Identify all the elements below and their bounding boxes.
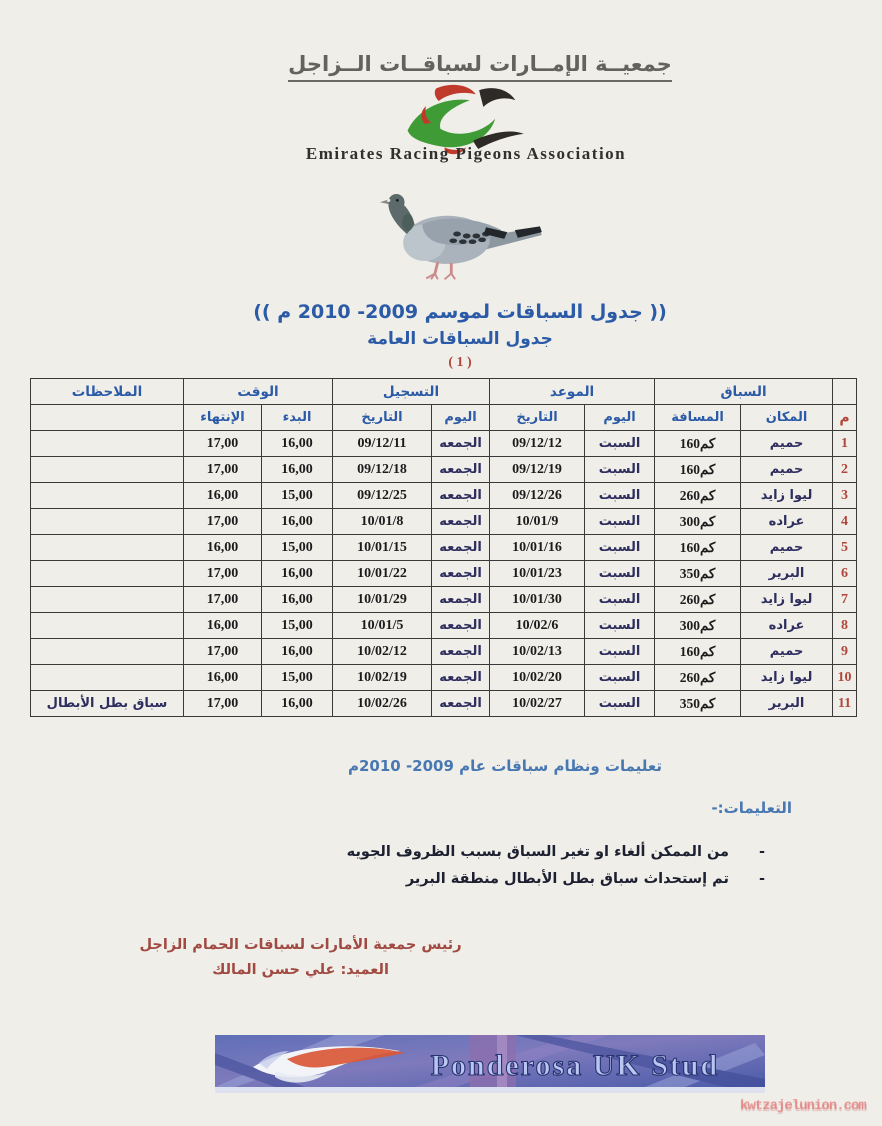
- cell-place: حميم: [741, 639, 833, 665]
- cell-distance: 160كم: [655, 457, 741, 483]
- cell-notes: [31, 509, 184, 535]
- cell-num: 11: [833, 691, 857, 717]
- signature-title-line: رئيس جمعية الأمارات لسباقات الحمام الزاجل: [139, 937, 462, 953]
- cell-meet-date: 09/12/12: [490, 431, 585, 457]
- cell-reg-day: الجمعه: [432, 457, 490, 483]
- signature-name-line: العميد: علي حسن المالك: [212, 962, 389, 978]
- cell-start: 16,00: [262, 457, 333, 483]
- cell-place: البرير: [741, 691, 833, 717]
- col-header-meet-date: التاريخ: [490, 405, 585, 431]
- cell-reg-day: الجمعه: [432, 483, 490, 509]
- cell-reg-date: 10/01/22: [333, 561, 432, 587]
- cell-notes: سباق بطل الأبطال: [31, 691, 184, 717]
- cell-finish: 17,00: [184, 509, 262, 535]
- cell-reg-day: الجمعه: [432, 613, 490, 639]
- cell-place: ليوا زايد: [741, 665, 833, 691]
- table-row: [31, 535, 857, 561]
- cell-meet-day: السبت: [585, 639, 655, 665]
- cell-reg-day: الجمعه: [432, 665, 490, 691]
- cell-start: 15,00: [262, 613, 333, 639]
- instruction-item: [347, 839, 765, 866]
- cell-finish: 17,00: [184, 561, 262, 587]
- instructions-title: تعليمات ونظام سباقات عام 2009- 2010م: [347, 757, 663, 775]
- cell-meet-date: 10/02/27: [490, 691, 585, 717]
- cell-meet-day: السبت: [585, 431, 655, 457]
- table-row: [31, 639, 857, 665]
- cell-notes: [31, 535, 184, 561]
- cell-reg-day: الجمعه: [432, 639, 490, 665]
- cell-finish: 16,00: [184, 665, 262, 691]
- col-header-finish: الإنتهاء: [184, 405, 262, 431]
- cell-meet-date: 10/02/13: [490, 639, 585, 665]
- cell-reg-day: الجمعه: [432, 509, 490, 535]
- cell-num: 10: [833, 665, 857, 691]
- association-title-arabic: [0, 52, 882, 76]
- cell-num: 4: [833, 509, 857, 535]
- cell-finish: 16,00: [184, 613, 262, 639]
- cell-meet-date: 10/01/9: [490, 509, 585, 535]
- cell-start: 16,00: [262, 509, 333, 535]
- table-row: [31, 691, 857, 717]
- cell-meet-day: السبت: [585, 665, 655, 691]
- cell-finish: 16,00: [184, 483, 262, 509]
- cell-finish: 16,00: [184, 535, 262, 561]
- cell-notes: [31, 613, 184, 639]
- cell-reg-day: الجمعه: [432, 431, 490, 457]
- cell-num: 2: [833, 457, 857, 483]
- group-header-meet: الموعد: [490, 379, 655, 405]
- group-header-notes: الملاحظات: [31, 379, 184, 405]
- cell-reg-day: الجمعه: [432, 587, 490, 613]
- table-row: [31, 457, 857, 483]
- cell-start: 16,00: [262, 691, 333, 717]
- cell-reg-date: 09/12/18: [333, 457, 432, 483]
- cell-distance: 350كم: [655, 561, 741, 587]
- group-header-race: السباق: [655, 379, 833, 405]
- cell-meet-day: السبت: [585, 613, 655, 639]
- table-row: [31, 483, 857, 509]
- watermark-text: kwtzajelunion.com: [740, 1098, 866, 1114]
- cell-start: 15,00: [262, 483, 333, 509]
- cell-num: 9: [833, 639, 857, 665]
- instruction-text: من الممكن ألغاء او تغير السباق بسبب الظروف الجويه: [346, 844, 729, 860]
- cell-meet-date: 09/12/19: [490, 457, 585, 483]
- cell-reg-date: 10/01/8: [333, 509, 432, 535]
- banner-text: Ponderosa UK Stud: [430, 1049, 720, 1082]
- cell-meet-day: السبت: [585, 587, 655, 613]
- cell-reg-date: 09/12/11: [333, 431, 432, 457]
- cell-distance: 160كم: [655, 431, 741, 457]
- group-header-registration: التسجيل: [333, 379, 490, 405]
- table-sub-header-row: [31, 405, 857, 431]
- cell-meet-date: 10/01/16: [490, 535, 585, 561]
- col-header-num: م: [833, 405, 857, 431]
- cell-finish: 17,00: [184, 587, 262, 613]
- cell-start: 16,00: [262, 431, 333, 457]
- cell-start: 16,00: [262, 587, 333, 613]
- cell-meet-day: السبت: [585, 691, 655, 717]
- cell-num: 8: [833, 613, 857, 639]
- cell-reg-day: الجمعه: [432, 535, 490, 561]
- cell-place: عراده: [741, 509, 833, 535]
- cell-meet-day: السبت: [585, 535, 655, 561]
- cell-meet-day: السبت: [585, 509, 655, 535]
- cell-meet-day: السبت: [585, 457, 655, 483]
- association-title-english: Emirates Racing Pigeons Association: [305, 144, 627, 163]
- bullet-dash: -: [758, 844, 765, 860]
- cell-num: 5: [833, 535, 857, 561]
- cell-meet-date: 10/01/30: [490, 587, 585, 613]
- col-header-reg-day: اليوم: [432, 405, 490, 431]
- cell-place: حميم: [741, 535, 833, 561]
- cell-distance: 260كم: [655, 587, 741, 613]
- cell-distance: 260كم: [655, 483, 741, 509]
- association-title-arabic-text: جمعيــة الإمــارات لسباقــات الــزاجل: [288, 52, 672, 82]
- cell-meet-day: السبت: [585, 483, 655, 509]
- instructions-heading: التعليمات:-: [711, 799, 792, 817]
- table-row: [31, 509, 857, 535]
- cell-place: عراده: [741, 613, 833, 639]
- race-schedule-table: [30, 378, 857, 717]
- schedule-table-body: [31, 431, 857, 717]
- cell-num: 3: [833, 483, 857, 509]
- cell-finish: 17,00: [184, 431, 262, 457]
- cell-reg-day: الجمعه: [432, 691, 490, 717]
- cell-distance: 300كم: [655, 509, 741, 535]
- season-schedule-title: (( جدول السباقات لموسم 2009- 2010 م )): [253, 301, 667, 323]
- cell-start: 16,00: [262, 561, 333, 587]
- cell-place: حميم: [741, 457, 833, 483]
- cell-notes: [31, 639, 184, 665]
- group-header-time: الوقت: [184, 379, 333, 405]
- col-header-meet-day: اليوم: [585, 405, 655, 431]
- instructions-list: [347, 839, 765, 893]
- cell-notes: [31, 457, 184, 483]
- table-group-header-row: [31, 379, 857, 405]
- cell-place: ليوا زايد: [741, 587, 833, 613]
- instruction-item: [347, 866, 765, 893]
- table-row: [31, 561, 857, 587]
- cell-num: 1: [833, 431, 857, 457]
- col-header-reg-date: التاريخ: [333, 405, 432, 431]
- cell-finish: 17,00: [184, 457, 262, 483]
- cell-reg-date: 09/12/25: [333, 483, 432, 509]
- cell-reg-date: 10/01/5: [333, 613, 432, 639]
- cell-distance: 260كم: [655, 665, 741, 691]
- cell-reg-date: 10/02/19: [333, 665, 432, 691]
- cell-reg-day: الجمعه: [432, 561, 490, 587]
- pigeon-image: [360, 182, 558, 288]
- cell-reg-date: 10/02/12: [333, 639, 432, 665]
- table-row: [31, 665, 857, 691]
- cell-meet-day: السبت: [585, 561, 655, 587]
- cell-meet-date: 09/12/26: [490, 483, 585, 509]
- cell-start: 15,00: [262, 665, 333, 691]
- cell-place: حميم: [741, 431, 833, 457]
- col-header-start: البدء: [262, 405, 333, 431]
- table-row: [31, 613, 857, 639]
- cell-notes: [31, 561, 184, 587]
- bullet-dash: -: [758, 871, 765, 887]
- general-races-subtitle: جدول السباقات العامة: [367, 329, 553, 349]
- cell-finish: 17,00: [184, 691, 262, 717]
- cell-num: 6: [833, 561, 857, 587]
- cell-notes: [31, 431, 184, 457]
- empty-corner-cell: [833, 379, 857, 405]
- instruction-text: تم إستحداث سباق بطل الأبطال منطقة البرير: [405, 871, 729, 887]
- signature-block: [138, 933, 463, 983]
- cell-reg-date: 10/01/15: [333, 535, 432, 561]
- cell-notes: [31, 665, 184, 691]
- cell-distance: 350كم: [655, 691, 741, 717]
- cell-notes: [31, 483, 184, 509]
- cell-meet-date: 10/01/23: [490, 561, 585, 587]
- cell-finish: 17,00: [184, 639, 262, 665]
- cell-notes: [31, 587, 184, 613]
- cell-reg-date: 10/02/26: [333, 691, 432, 717]
- cell-place: ليوا زايد: [741, 483, 833, 509]
- page-number: ( 1 ): [448, 355, 472, 370]
- cell-meet-date: 10/02/20: [490, 665, 585, 691]
- cell-distance: 160كم: [655, 535, 741, 561]
- col-header-place: المكان: [741, 405, 833, 431]
- col-header-distance: المسافة: [655, 405, 741, 431]
- cell-distance: 300كم: [655, 613, 741, 639]
- race-schedule-table-wrapper: [30, 378, 856, 717]
- cell-num: 7: [833, 587, 857, 613]
- cell-distance: 160كم: [655, 639, 741, 665]
- table-row: [31, 587, 857, 613]
- cell-start: 15,00: [262, 535, 333, 561]
- table-row: [31, 431, 857, 457]
- cell-start: 16,00: [262, 639, 333, 665]
- cell-place: البرير: [741, 561, 833, 587]
- cell-meet-date: 10/02/6: [490, 613, 585, 639]
- cell-reg-date: 10/01/29: [333, 587, 432, 613]
- ponderosa-banner: [215, 1035, 765, 1093]
- empty-notes-subheader-cell: [31, 405, 184, 431]
